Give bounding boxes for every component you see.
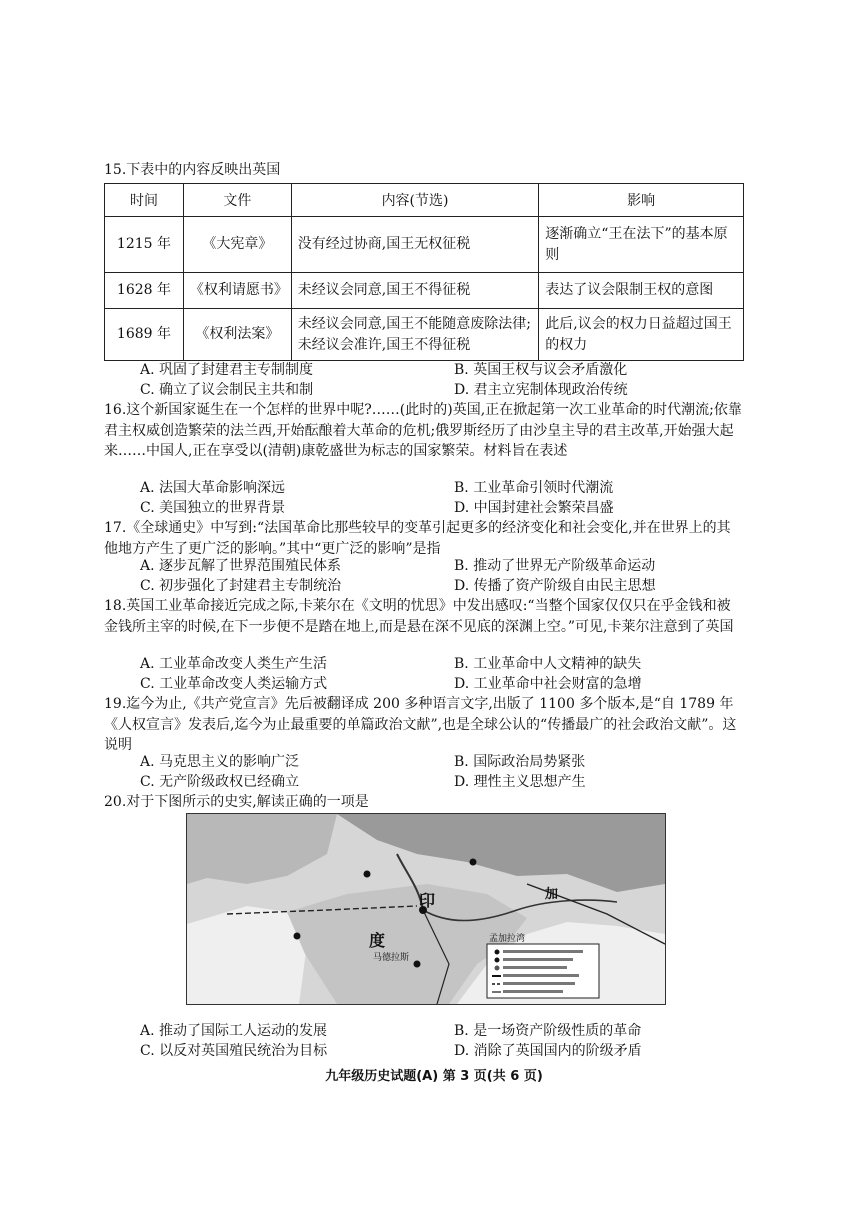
table-cell: 1215 年 — [105, 217, 184, 273]
option-a[interactable]: A. 逐步瓦解了世界范围殖民体系 — [140, 558, 342, 574]
map-label-bay-of-bengal: 孟加拉湾 — [489, 934, 526, 944]
question-16-stem: 16.这个新国家诞生在一个怎样的世界中呢?……(此时的)英国,正在掀起第一次工业革命的时代潮流;依靠君主权威创造繁荣的法兰西,开始酝酿着大革命的危机;俄罗斯经历了由沙皇主导的君主改革,开始强大起来……中国人,正在享受以(清朝)康乾盛世为标志的国家繁荣。材料旨在表述 — [104, 402, 742, 459]
legend-text-line — [503, 982, 575, 985]
option-b[interactable]: B. 是一场资产阶级性质的革命 — [454, 1023, 642, 1039]
table-cell: 没有经过协商,国王无权征税 — [291, 217, 539, 273]
table-header: 内容(节选) — [291, 184, 539, 217]
legend-text-line — [503, 966, 567, 969]
map-label-madras: 马德拉斯 — [373, 953, 410, 963]
uprising-marker — [364, 871, 371, 878]
legend-marker — [495, 950, 500, 955]
table-row — [105, 309, 744, 361]
option-c[interactable]: C. 初步强化了封建君主专制统治 — [140, 578, 342, 594]
option-b[interactable]: B. 工业革命引领时代潮流 — [454, 480, 614, 496]
table-header: 影响 — [539, 184, 744, 217]
option-c[interactable]: C. 工业革命改变人类运输方式 — [140, 676, 328, 692]
option-d[interactable]: D. 理性主义思想产生 — [454, 774, 586, 790]
option-a[interactable]: A. 法国大革命影响深远 — [140, 480, 286, 496]
table-header: 文件 — [183, 184, 291, 217]
documents-table — [104, 183, 744, 361]
uprising-marker — [414, 961, 421, 968]
option-b[interactable]: B. 推动了世界无产阶级革命运动 — [454, 558, 656, 574]
option-d[interactable]: D. 工业革命中社会财富的急增 — [454, 676, 642, 692]
map-svg — [187, 814, 665, 1004]
table-cell: 1628 年 — [105, 273, 184, 309]
table-row — [105, 273, 744, 309]
legend-text-line — [503, 974, 579, 977]
page-footer: 九年级历史试题(A) 第 3 页(共 6 页) — [325, 1069, 543, 1084]
table-cell: 未经议会同意,国王不得征税 — [291, 273, 539, 309]
table-cell: 1689 年 — [105, 309, 184, 361]
option-c[interactable]: C. 确立了议会制民主共和制 — [140, 382, 314, 398]
legend-text-line — [503, 950, 583, 953]
map-label-yin: 印 — [419, 891, 436, 910]
legend-marker — [495, 966, 500, 971]
option-a[interactable]: A. 马克思主义的影响广泛 — [140, 754, 300, 770]
table-row — [105, 217, 744, 273]
option-b[interactable]: B. 工业革命中人文精神的缺失 — [454, 656, 642, 672]
table-cell: 《大宪章》 — [183, 217, 291, 273]
india-uprising-map — [186, 813, 666, 1005]
table-cell: 《权利法案》 — [183, 309, 291, 361]
map-label-jia: 加 — [545, 887, 559, 902]
option-c[interactable]: C. 以反对英国殖民统治为目标 — [140, 1043, 328, 1059]
option-d[interactable]: D. 消除了英国国内的阶级矛盾 — [454, 1043, 642, 1059]
uprising-marker — [294, 933, 301, 940]
option-b[interactable]: B. 国际政治局势紧张 — [454, 754, 586, 770]
option-c[interactable]: C. 无产阶级政权已经确立 — [140, 774, 300, 790]
uprising-marker — [470, 859, 477, 866]
question-18-stem: 18.英国工业革命接近完成之际,卡莱尔在《文明的忧思》中发出感叹:“当整个国家仅仅只在乎金钱和被金钱所主宰的时候,在下一步便不是踏在地上,而是悬在深不见底的深渊上空。”可见,卡莱尔注意到了英国 — [104, 598, 734, 635]
option-b[interactable]: B. 英国王权与议会矛盾激化 — [454, 362, 628, 378]
arabian-sea — [187, 906, 307, 1004]
option-d[interactable]: D. 中国封建社会繁荣昌盛 — [454, 500, 614, 516]
question-19-stem: 19.迄今为止,《共产党宣言》先后被翻译成 200 多种语言文字,出版了 1100 多个版本,是“自 1789 年《人权宣言》发表后,迄今为止最重要的单篇政治文献”,也是全球公认的“传播最广的社会政治文献”。这说明 — [104, 696, 737, 753]
option-d[interactable]: D. 传播了资产阶级自由民主思想 — [454, 578, 656, 594]
option-a[interactable]: A. 推动了国际工人运动的发展 — [140, 1023, 328, 1039]
table-cell: 表达了议会限制王权的意图 — [539, 273, 744, 309]
question-17-stem: 17.《全球通史》中写到:“法国革命比那些较早的变革引起更多的经济变化和社会变化,并在世界上的其他地方产生了更广泛的影响。”其中“更广泛的影响”是指 — [104, 520, 731, 557]
option-a[interactable]: A. 巩固了封建君主专制制度 — [140, 362, 314, 378]
question-20-stem: 20.对于下图所示的史实,解读正确的一项是 — [104, 794, 369, 810]
option-c[interactable]: C. 美国独立的世界背景 — [140, 500, 286, 516]
option-a[interactable]: A. 工业革命改变人类生产生活 — [140, 656, 328, 672]
table-header-row — [105, 184, 744, 217]
legend-marker — [495, 958, 500, 963]
table-cell: 此后,议会的权力日益超过国王的权力 — [539, 309, 744, 361]
map-label-du: 度 — [369, 931, 386, 950]
table-header: 时间 — [105, 184, 184, 217]
table-cell: 逐渐确立“王在法下”的基本原则 — [539, 217, 744, 273]
table-cell: 《权利请愿书》 — [183, 273, 291, 309]
option-d[interactable]: D. 君主立宪制体现政治传统 — [454, 382, 628, 398]
table-cell: 未经议会同意,国王不能随意废除法律;未经议会准许,国王不得征税 — [291, 309, 539, 361]
question-15-stem: 15.下表中的内容反映出英国 — [104, 162, 281, 178]
legend-text-line — [503, 990, 563, 993]
legend-text-line — [503, 958, 573, 961]
